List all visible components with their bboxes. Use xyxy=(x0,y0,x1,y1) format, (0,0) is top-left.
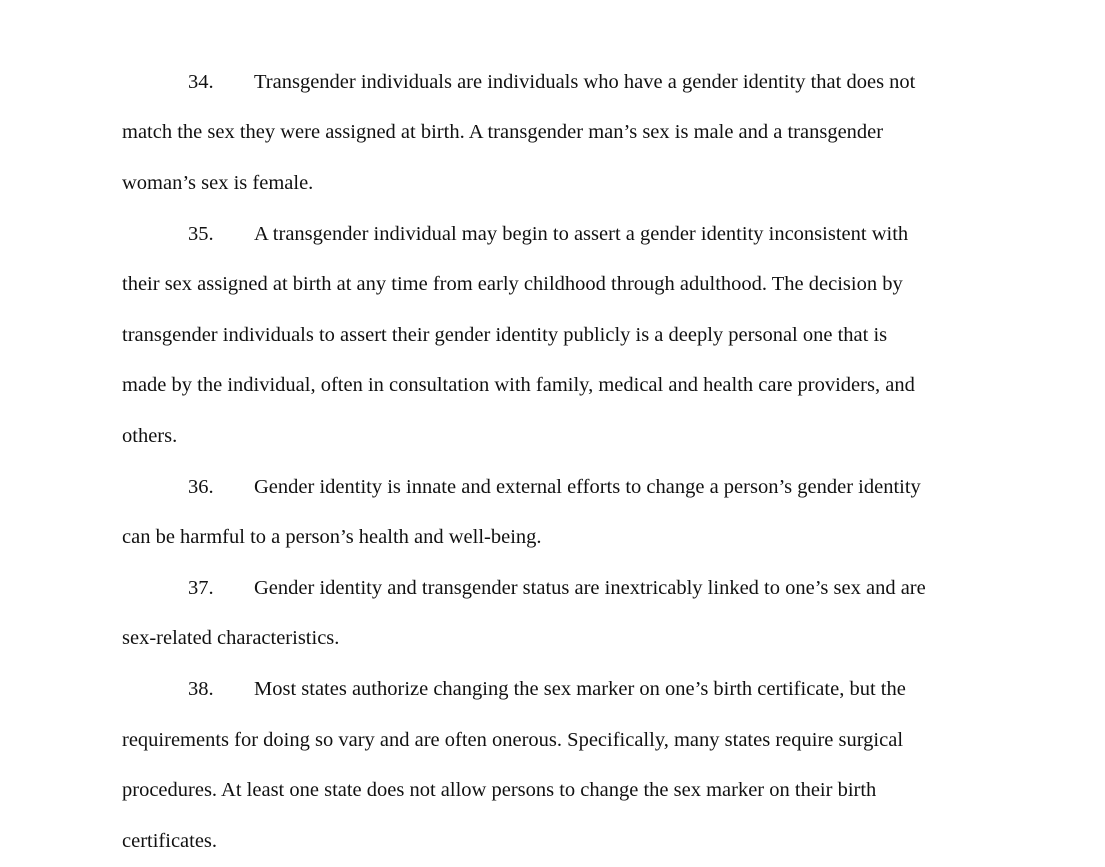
paragraph-number: 34. xyxy=(188,71,214,93)
paragraph-number: 36. xyxy=(188,476,214,498)
paragraph-number: 38. xyxy=(188,678,214,700)
paragraph-first-line xyxy=(188,677,906,701)
paragraph-line: sex-related characteristics. xyxy=(122,627,340,649)
paragraph-number: 35. xyxy=(188,223,214,245)
paragraph-text: Gender identity is innate and external efforts to change a person’s gender identity xyxy=(254,476,921,498)
paragraph-line: made by the individual, often in consultation with family, medical and health care providers, and xyxy=(122,374,915,396)
paragraph-line: their sex assigned at birth at any time from early childhood through adulthood. The decision by xyxy=(122,273,903,295)
paragraph-line: certificates. xyxy=(122,830,218,852)
paragraph-line: transgender individuals to assert their gender identity publicly is a deeply personal one that is xyxy=(122,324,888,346)
paragraph-line: woman’s sex is female. xyxy=(122,172,314,194)
paragraph-text: A transgender individual may begin to assert a gender identity inconsistent with xyxy=(254,223,909,245)
paragraph-first-line xyxy=(188,475,921,499)
paragraph-line: can be harmful to a person’s health and well-being. xyxy=(122,526,542,548)
paragraph-text: Most states authorize changing the sex marker on one’s birth certificate, but the xyxy=(254,678,906,700)
paragraph-line: procedures. At least one state does not allow persons to change the sex marker on their birth xyxy=(122,779,877,801)
paragraph-line: match the sex they were assigned at birth. A transgender man’s sex is male and a transgender xyxy=(122,121,884,143)
paragraph-line: others. xyxy=(122,425,178,447)
paragraph-line: requirements for doing so vary and are often onerous. Specifically, many states require surgical xyxy=(122,729,904,751)
paragraph-text: Gender identity and transgender status are inextricably linked to one’s sex and are xyxy=(254,577,926,599)
paragraph-first-line xyxy=(188,70,915,94)
paragraph-first-line xyxy=(188,222,908,246)
paragraph-first-line xyxy=(188,576,926,600)
paragraph-number: 37. xyxy=(188,577,214,599)
paragraph-text: Transgender individuals are individuals who have a gender identity that does not xyxy=(254,71,916,93)
